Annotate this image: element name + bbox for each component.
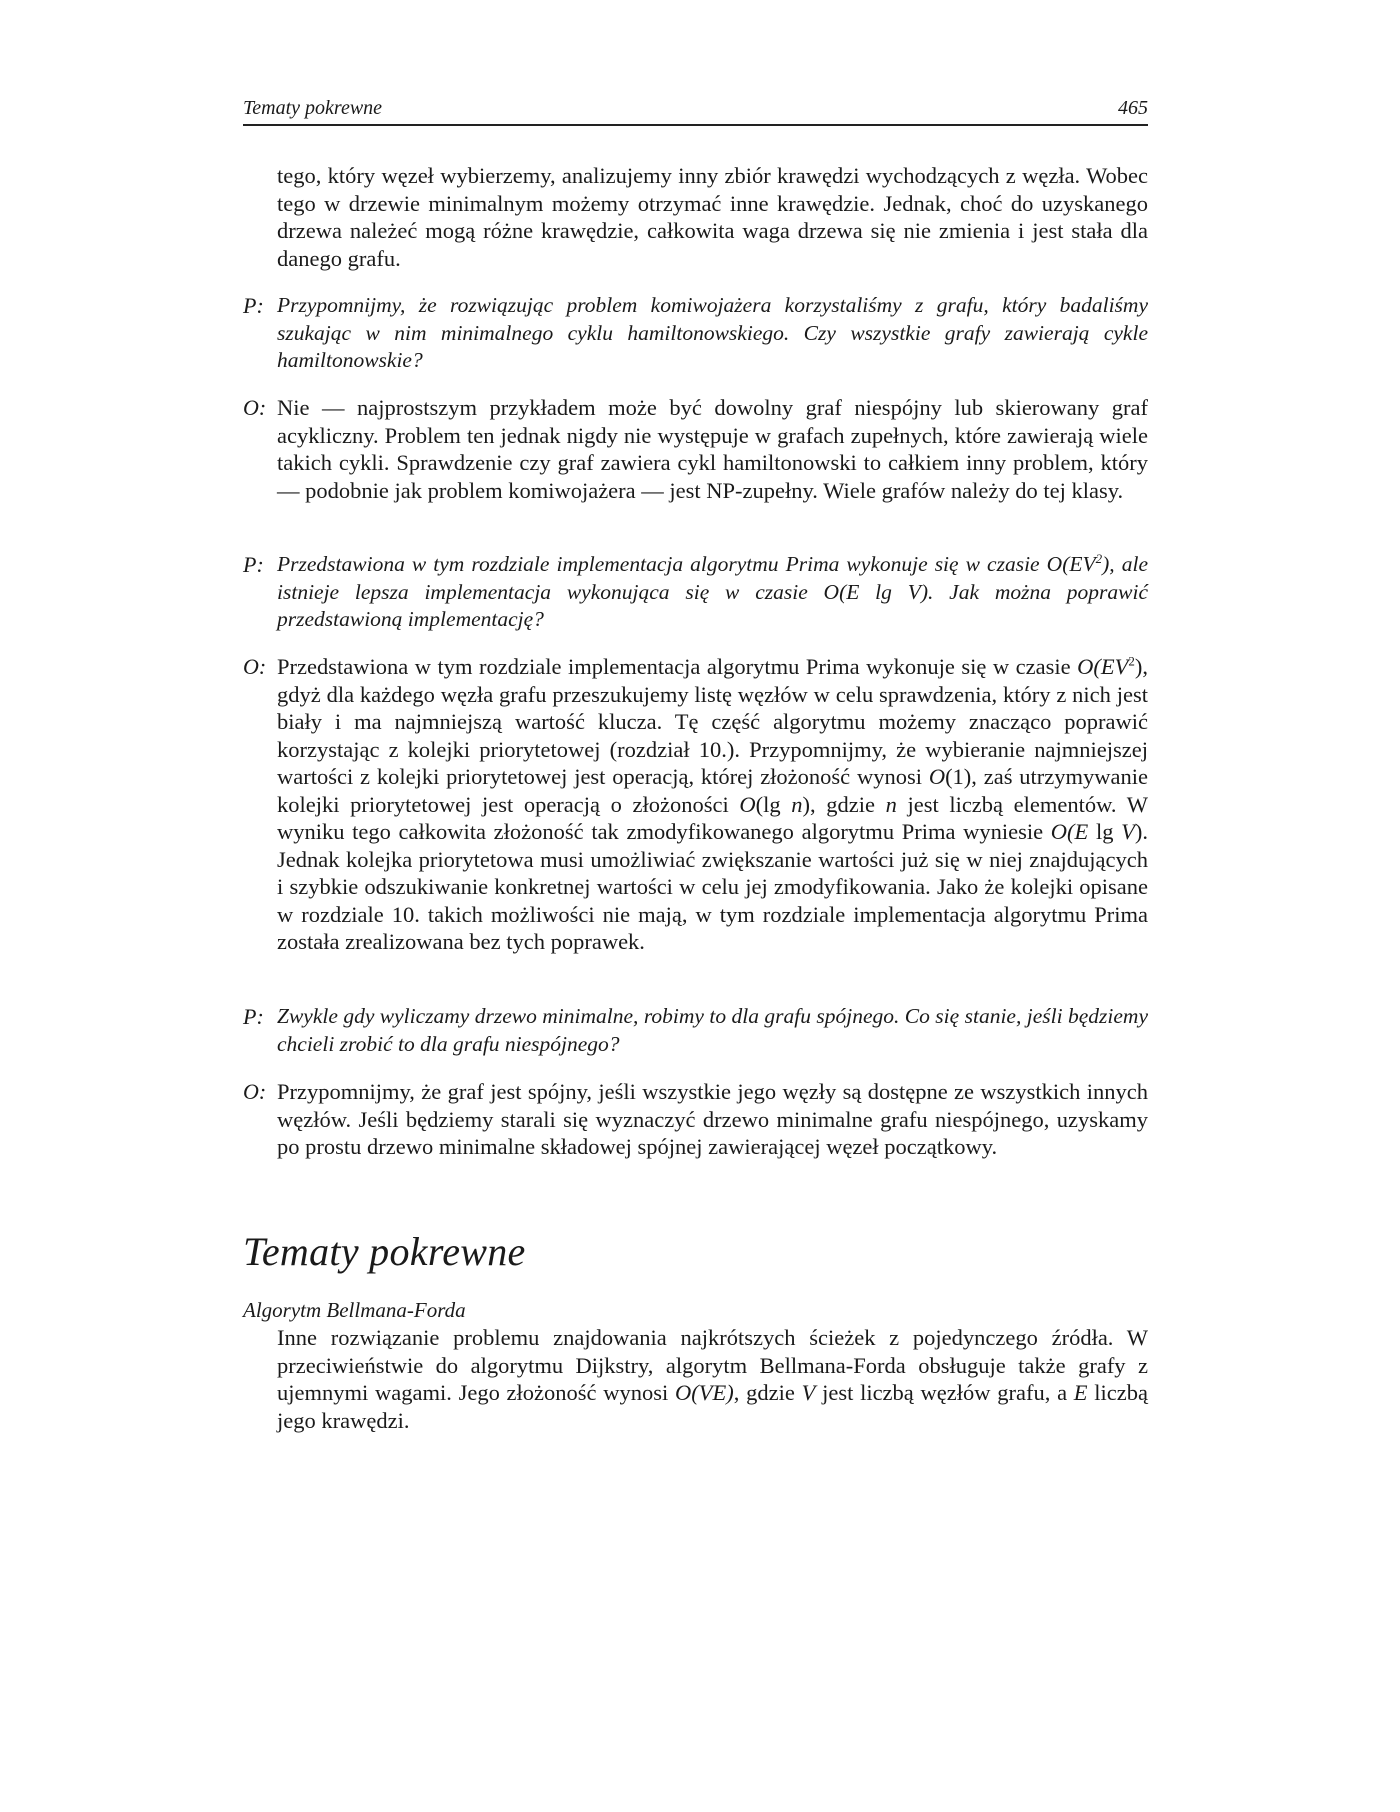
formula: n (791, 791, 803, 817)
superscript: 2 (1128, 653, 1135, 669)
formula: O(EV (1077, 654, 1129, 679)
question-disconnected-graph (243, 1003, 1148, 1058)
answer-hamiltonian (243, 394, 1148, 504)
question-text: Zwykle gdy wyliczamy drzewo minimalne, robimy to dla grafu spójnego. Co się stanie, jeśli będziemy chcieli zrobić to dla grafu niespójnego? (277, 1004, 1148, 1056)
formula: V (801, 1380, 816, 1405)
question-text: Przypomnijmy, że rozwiązując problem komiwojażera korzystaliśmy z grafu, który badaliśmy szukając w nim minimalnego cyklu hamiltonowskiego. Czy wszystkie grafy zawierają cykle hamiltonowskie? (277, 293, 1148, 372)
answer-marker: O: (243, 395, 267, 420)
related-topic-title: Algorytm Bellmana-Forda (243, 1298, 466, 1322)
formula: O(E (1050, 819, 1089, 844)
answer-text (277, 653, 1148, 956)
answer-text: Nie — najprostszym przykładem może być dowolny graf niespójny lub skierowany graf acykliczny. Problem ten jednak nigdy nie występuje w grafach zupełnych, które zawierają wiele takich cykli. Sprawdzenie czy graf zawiera cykl hamiltonowski to całkiem inny problem, który — podobnie jak problem komiwojażera — jest NP-zupełny. Wiele grafów należy do tej klasy. (277, 395, 1148, 503)
answer-text-part: (lg (755, 791, 792, 817)
formula: O (928, 764, 946, 789)
question-text-part: Przedstawiona w tym rozdziale implementacja algorytmu Prima wykonuje się w czasie O(EV (277, 552, 1096, 576)
description-part: jest liczbą węzłów grafu, a (815, 1380, 1074, 1405)
running-header (243, 96, 1148, 126)
description-part: Inne rozwiązanie problemu znajdowania najkrótszych ścieżek z pojedynczego źródła. W przeciwieństwie do algorytmu Dijkstry, algorytm Bellmana-Forda obsługuje także grafy z ujemnymi wagami. Jego złożoność wynosi (277, 1325, 1148, 1405)
related-topic-description (277, 1324, 1148, 1434)
running-header-title: Tematy pokrewne (243, 97, 383, 119)
section-heading: Tematy pokrewne (243, 1229, 526, 1274)
answer-text-part: lg (1088, 819, 1122, 844)
formula: O (739, 791, 756, 817)
answer-text-part: ), gdzie (802, 791, 886, 817)
answer-marker: O: (243, 654, 267, 679)
question-prim-complexity (243, 551, 1148, 634)
answer-text-part: Przedstawiona w tym rozdziale implementacja algorytmu Prima wykonuje się w czasie (277, 654, 1078, 679)
question-text (277, 551, 1148, 634)
answer-text-part: (1), zaś utrzymywanie kolejki priorytetowej jest operacją o złożoności (277, 764, 1148, 817)
answer-prim-complexity (243, 653, 1148, 956)
question-marker: P: (243, 293, 264, 318)
question-text-part: ), ale istnieje lepsza implementacja wykonująca się w czasie O(E lg V). Jak można poprawić przedstawioną implementację? (277, 552, 1148, 631)
answer-disconnected-graph (243, 1078, 1148, 1161)
intro-paragraph: tego, który węzeł wybierzemy, analizujemy inny zbiór krawędzi wychodzących z węzła. Wobec tego w drzewie minimalnym możemy otrzymać inne krawędzie. Jednak, choć do uzyskanego drzewa należeć mogą różne krawędzie, całkowita waga drzewa się nie zmienia i jest stała dla danego grafu. (277, 163, 1148, 271)
answer-text-part: jest liczbą elementów. W wyniku tego całkowita złożoność tak zmodyfikowanego algorytmu Prima wyniesie (277, 791, 1148, 844)
formula: E (1073, 1380, 1088, 1405)
formula: n (885, 791, 897, 817)
answer-marker: O: (243, 1079, 267, 1104)
description-part: liczbą jego krawędzi. (277, 1380, 1148, 1433)
answer-text: Przypomnijmy, że graf jest spójny, jeśli wszystkie jego węzły są dostępne ze wszystkich innych węzłów. Jeśli będziemy starali się wyznaczyć drzewo minimalne grafu niespójnego, uzyskamy po prostu drzewo minimalne składowej spójnej zawierającej węzeł początkowy. (277, 1079, 1148, 1159)
question-marker: P: (243, 1004, 264, 1029)
question-marker: P: (243, 552, 264, 577)
formula: O(VE) (675, 1380, 734, 1405)
page-number: 465 (1118, 97, 1148, 119)
answer-text-part: , gdyż dla każdego węzła grafu przeszukujemy listę węzłów w celu sprawdzenia, który z nich jest biały i ma najmniejszą wartość klucza. Tę część algorytmu możemy znacząco poprawić korzystając z kolejki priorytetowej (rozdział 10.). Przypomnijmy, że wybieranie najmniejszej wartości z kolejki priorytetowej jest operacją, której złożoność wynosi (277, 654, 1148, 789)
superscript: 2 (1095, 550, 1103, 566)
formula: V (1121, 819, 1135, 844)
formula: ) (1134, 654, 1143, 679)
description-part: , gdzie (733, 1380, 802, 1405)
answer-text-part: ). Jednak kolejka priorytetowa musi umożliwiać zwiększanie wartości już się w niej znajdujących i szybkie odszukiwanie konkretnej wartości w celu jej zmodyfikowania. Jako że kolejki opisane w rozdziale 10. takich możliwości nie mają, w tym rozdziale implementacja algorytmu Prima została zrealizowana bez tych poprawek. (277, 819, 1148, 954)
question-hamiltonian (243, 292, 1148, 375)
